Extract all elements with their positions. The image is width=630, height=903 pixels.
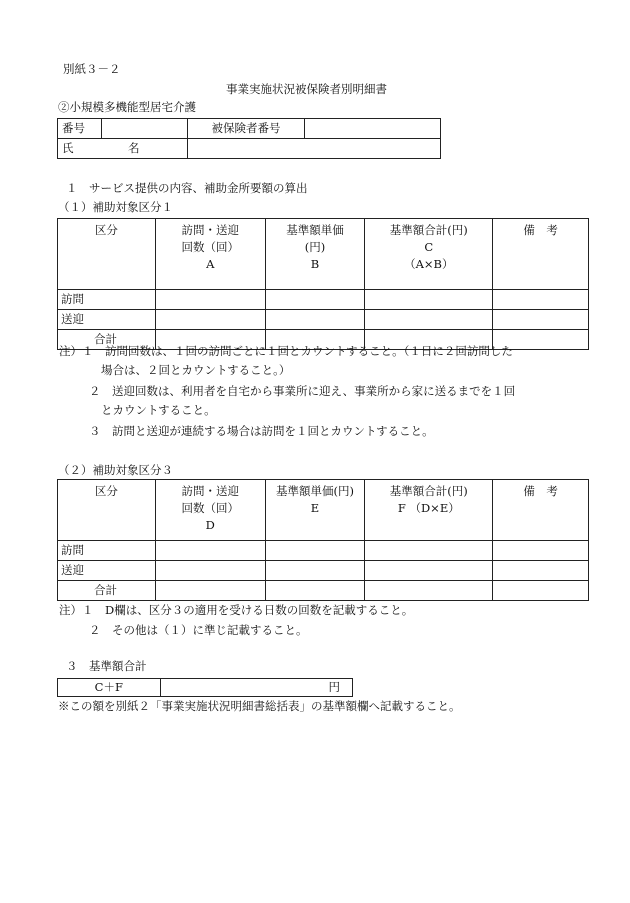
sub2-heading: （２）補助対象区分３ xyxy=(58,463,173,477)
sum-unit-price-cell-2[interactable] xyxy=(265,581,365,601)
insured-info-table xyxy=(57,118,441,159)
footnote: ※この額を別紙２「事業実施状況明細書総括表」の基準額欄へ記載すること。 xyxy=(58,699,461,713)
transport-total-cell-2[interactable] xyxy=(365,561,493,581)
transport-remarks-cell[interactable] xyxy=(493,310,589,330)
row-label-visit-2: 訪問 xyxy=(58,541,156,561)
yen-amount-field[interactable] xyxy=(160,679,352,697)
header-unit-price-2: 基準額単価(円) E xyxy=(265,480,365,541)
header-unit-price: 基準額単価 (円) B xyxy=(265,219,365,290)
visit-total-cell-2[interactable] xyxy=(365,541,493,561)
row-label-visit: 訪問 xyxy=(58,290,156,310)
visit-total-cell[interactable] xyxy=(365,290,493,310)
visit-unit-price-cell[interactable] xyxy=(265,290,365,310)
header-category: 区分 xyxy=(58,219,156,290)
name-label-1: 氏 xyxy=(62,141,74,155)
transport-count-cell[interactable] xyxy=(155,310,265,330)
transport-unit-price-cell-2[interactable] xyxy=(265,561,365,581)
note-1-2: ２ 送迎回数は、利用者を自宅から事業所に迎え、事業所から家に送るまでを１回 xyxy=(89,384,516,398)
header-remarks: 備 考 xyxy=(493,219,589,290)
transport-total-cell[interactable] xyxy=(365,310,493,330)
section1-heading: １ サービス提供の内容、補助金所要額の算出 xyxy=(66,181,308,195)
note-1-1: 注）１ 訪問回数は、１回の訪問ごとに１回とカウントすること。（１日に２回訪問した xyxy=(59,344,513,358)
row-label-total-2: 合計 xyxy=(58,581,156,601)
subsidy-table-3 xyxy=(57,479,589,601)
visit-remarks-cell-2[interactable] xyxy=(493,541,589,561)
note-1-2-cont: とカウントすること。 xyxy=(101,403,216,417)
cf-label: C＋F xyxy=(58,679,161,697)
transport-count-cell-2[interactable] xyxy=(155,561,265,581)
name-label-cell xyxy=(58,139,188,159)
service-type: ②小規模多機能型居宅介護 xyxy=(58,100,196,114)
page-title: 事業実施状況被保険者別明細書 xyxy=(226,82,387,96)
standard-total-table xyxy=(57,678,353,697)
note-1-1-cont: 場合は、２回とカウントすること。） xyxy=(101,363,291,377)
name-label-2: 名 xyxy=(128,141,140,155)
note-2-1: 注）１ D欄は、区分３の適用を受ける日数の回数を記載すること。 xyxy=(59,603,414,617)
attachment-label: 別紙３－２ xyxy=(63,62,121,76)
row-label-total: 合計 xyxy=(58,330,156,350)
sum-count-cell-2[interactable] xyxy=(155,581,265,601)
insured-number-field[interactable] xyxy=(305,119,441,139)
visit-unit-price-cell-2[interactable] xyxy=(265,541,365,561)
number-field[interactable] xyxy=(101,119,187,139)
header-category-2: 区分 xyxy=(58,480,156,541)
sum-total-cell-2[interactable] xyxy=(365,581,493,601)
visit-remarks-cell[interactable] xyxy=(493,290,589,310)
transport-remarks-cell-2[interactable] xyxy=(493,561,589,581)
note-2-2: ２ その他は（１）に準じ記載すること。 xyxy=(89,623,308,637)
row-label-transport-2: 送迎 xyxy=(58,561,156,581)
header-remarks-2: 備 考 xyxy=(493,480,589,541)
sub1-heading: （１）補助対象区分１ xyxy=(58,200,173,214)
header-total: 基準額合計(円) C （A×B） xyxy=(365,219,493,290)
header-visit-count-2: 訪問・送迎 回数（回） D xyxy=(155,480,265,541)
header-visit-count: 訪問・送迎 回数（回） A xyxy=(155,219,265,290)
visit-count-cell[interactable] xyxy=(155,290,265,310)
note-1-3: ３ 訪問と送迎が連続する場合は訪問を１回とカウントすること。 xyxy=(89,424,434,438)
insured-number-label: 被保険者番号 xyxy=(187,119,305,139)
header-total-2: 基準額合計(円) F （D×E） xyxy=(365,480,493,541)
transport-unit-price-cell[interactable] xyxy=(265,310,365,330)
section3-heading: ３ 基準額合計 xyxy=(66,659,147,673)
visit-count-cell-2[interactable] xyxy=(155,541,265,561)
yen-label: 円 xyxy=(328,679,340,694)
number-label: 番号 xyxy=(58,119,102,139)
row-label-transport: 送迎 xyxy=(58,310,156,330)
name-field[interactable] xyxy=(187,139,440,159)
subsidy-table-1 xyxy=(57,218,589,350)
sum-remarks-cell-2[interactable] xyxy=(493,581,589,601)
